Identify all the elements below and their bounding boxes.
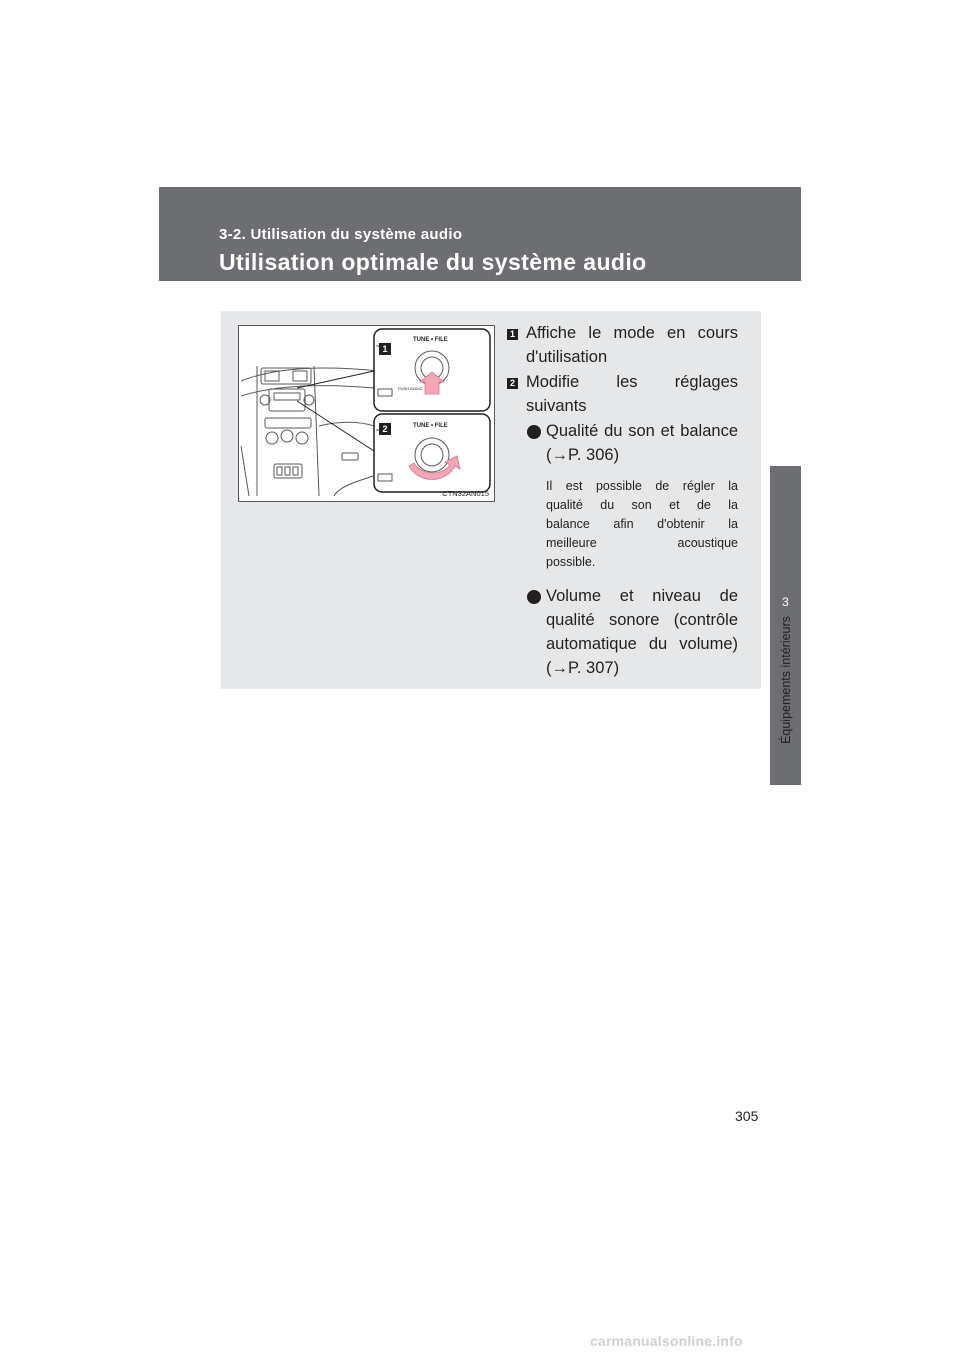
watermark: carmanualsonline.info — [590, 1333, 743, 1349]
dashboard-drawing — [239, 326, 496, 503]
section-subtitle: 3-2. Utilisation du système audio — [219, 226, 463, 243]
subitem-2-text — [546, 584, 738, 680]
illustration-code: CTN32AN015 — [442, 489, 489, 498]
push-label: PUSH AUDIO — [398, 386, 423, 391]
subitem-2-line-4: (→P. 307) — [546, 659, 620, 677]
subitem-1-line-2: (→P. 306) — [546, 446, 620, 464]
callout-2: 2 — [382, 424, 388, 434]
knob-label-1: TUNE • FILE — [413, 337, 448, 343]
bullet-icon — [527, 590, 541, 604]
subitem-2-line-3: automatique du volume) — [546, 635, 738, 653]
note-line-3: balance afin d'obtenir la — [546, 517, 738, 531]
subitem-1-text — [546, 419, 738, 467]
item-1-text — [526, 321, 738, 369]
item-2-line-1: Modifie les réglages — [526, 373, 738, 391]
note-line-2: qualité du son et de la — [546, 498, 738, 512]
note-line-4: meilleure acoustique — [546, 536, 738, 550]
item-1-line-1: Affiche le mode en cours — [526, 324, 738, 342]
item-1-line-2: d'utilisation — [526, 348, 608, 366]
chapter-number: 3 — [782, 595, 789, 609]
page-number: 305 — [735, 1108, 759, 1124]
item-marker-1: 1 — [507, 329, 518, 340]
subitem-2-line-2: qualité sonore (contrôle — [546, 611, 738, 629]
note-line-1: Il est possible de régler la — [546, 479, 738, 493]
chapter-title: Équipements intérieurs — [779, 616, 793, 744]
callout-1: 1 — [382, 344, 388, 354]
subitem-1-line-1: Qualité du son et balance — [546, 422, 738, 440]
item-2-line-2: suivants — [526, 397, 587, 415]
subitem-1-note — [546, 477, 738, 572]
item-2-text — [526, 370, 738, 418]
note-line-5: possible. — [546, 555, 596, 569]
section-header — [159, 187, 801, 281]
subitem-2-line-1: Volume et niveau de — [546, 587, 738, 605]
bullet-icon — [527, 425, 541, 439]
item-marker-2: 2 — [507, 378, 518, 389]
knob-label-2: TUNE • FILE — [413, 423, 448, 429]
page-title: Utilisation optimale du système audio — [219, 249, 647, 275]
dashboard-illustration — [238, 325, 495, 502]
